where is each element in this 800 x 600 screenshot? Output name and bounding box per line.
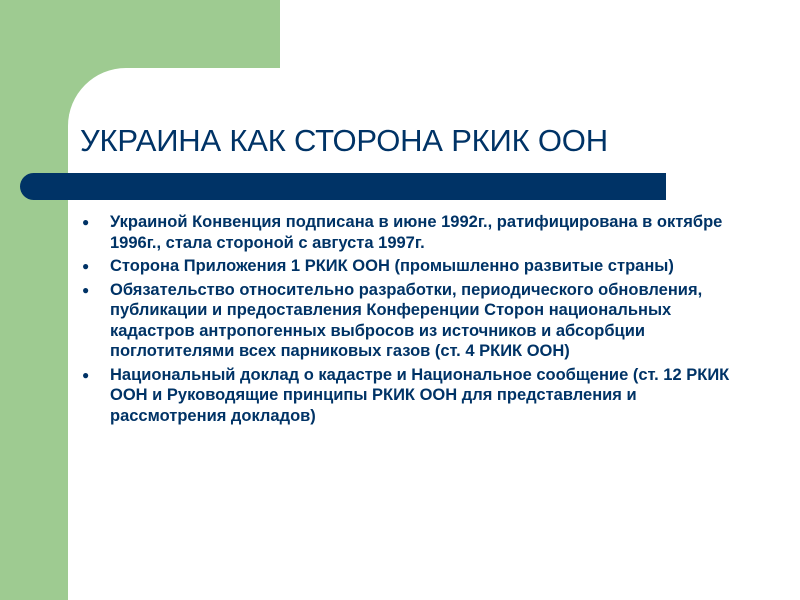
bullet-item: [82, 256, 742, 277]
bullet-text: Обязательство относительно разработки, периодического обновления, публикации и предоставления Конференции Сторон национальных кадастров антропогенных выбросов из источников и абсорбции поглотителями всех парниковых газов (ст. 4 РКИК ООН): [110, 280, 703, 360]
bullet-item: [82, 212, 742, 253]
bullet-dot-icon: ●: [82, 367, 90, 382]
bullet-dot-icon: ●: [82, 259, 90, 273]
bullet-text: Сторона Приложения 1 РКИК ООН (промышленно развитые страны): [110, 257, 674, 275]
bullet-item: [82, 280, 742, 362]
slide-title: УКРАИНА КАК СТОРОНА РКИК ООН: [80, 123, 608, 158]
bullet-dot-icon: ●: [82, 282, 90, 297]
bullet-dot-icon: ●: [82, 215, 90, 229]
bullet-list: [82, 212, 742, 429]
bullet-item: [82, 365, 742, 427]
bullet-text: Национальный доклад о кадастре и Национальное сообщение (ст. 12 РКИК ООН и Руководящие принципы РКИК ООН для представления и рассмотрения докладов): [110, 365, 730, 425]
title-underline-bar: [20, 173, 666, 200]
bullet-text: Украиной Конвенция подписана в июне 1992г., ратифицирована в октябре 1996г., стала стороной с августа 1997г.: [110, 213, 723, 252]
